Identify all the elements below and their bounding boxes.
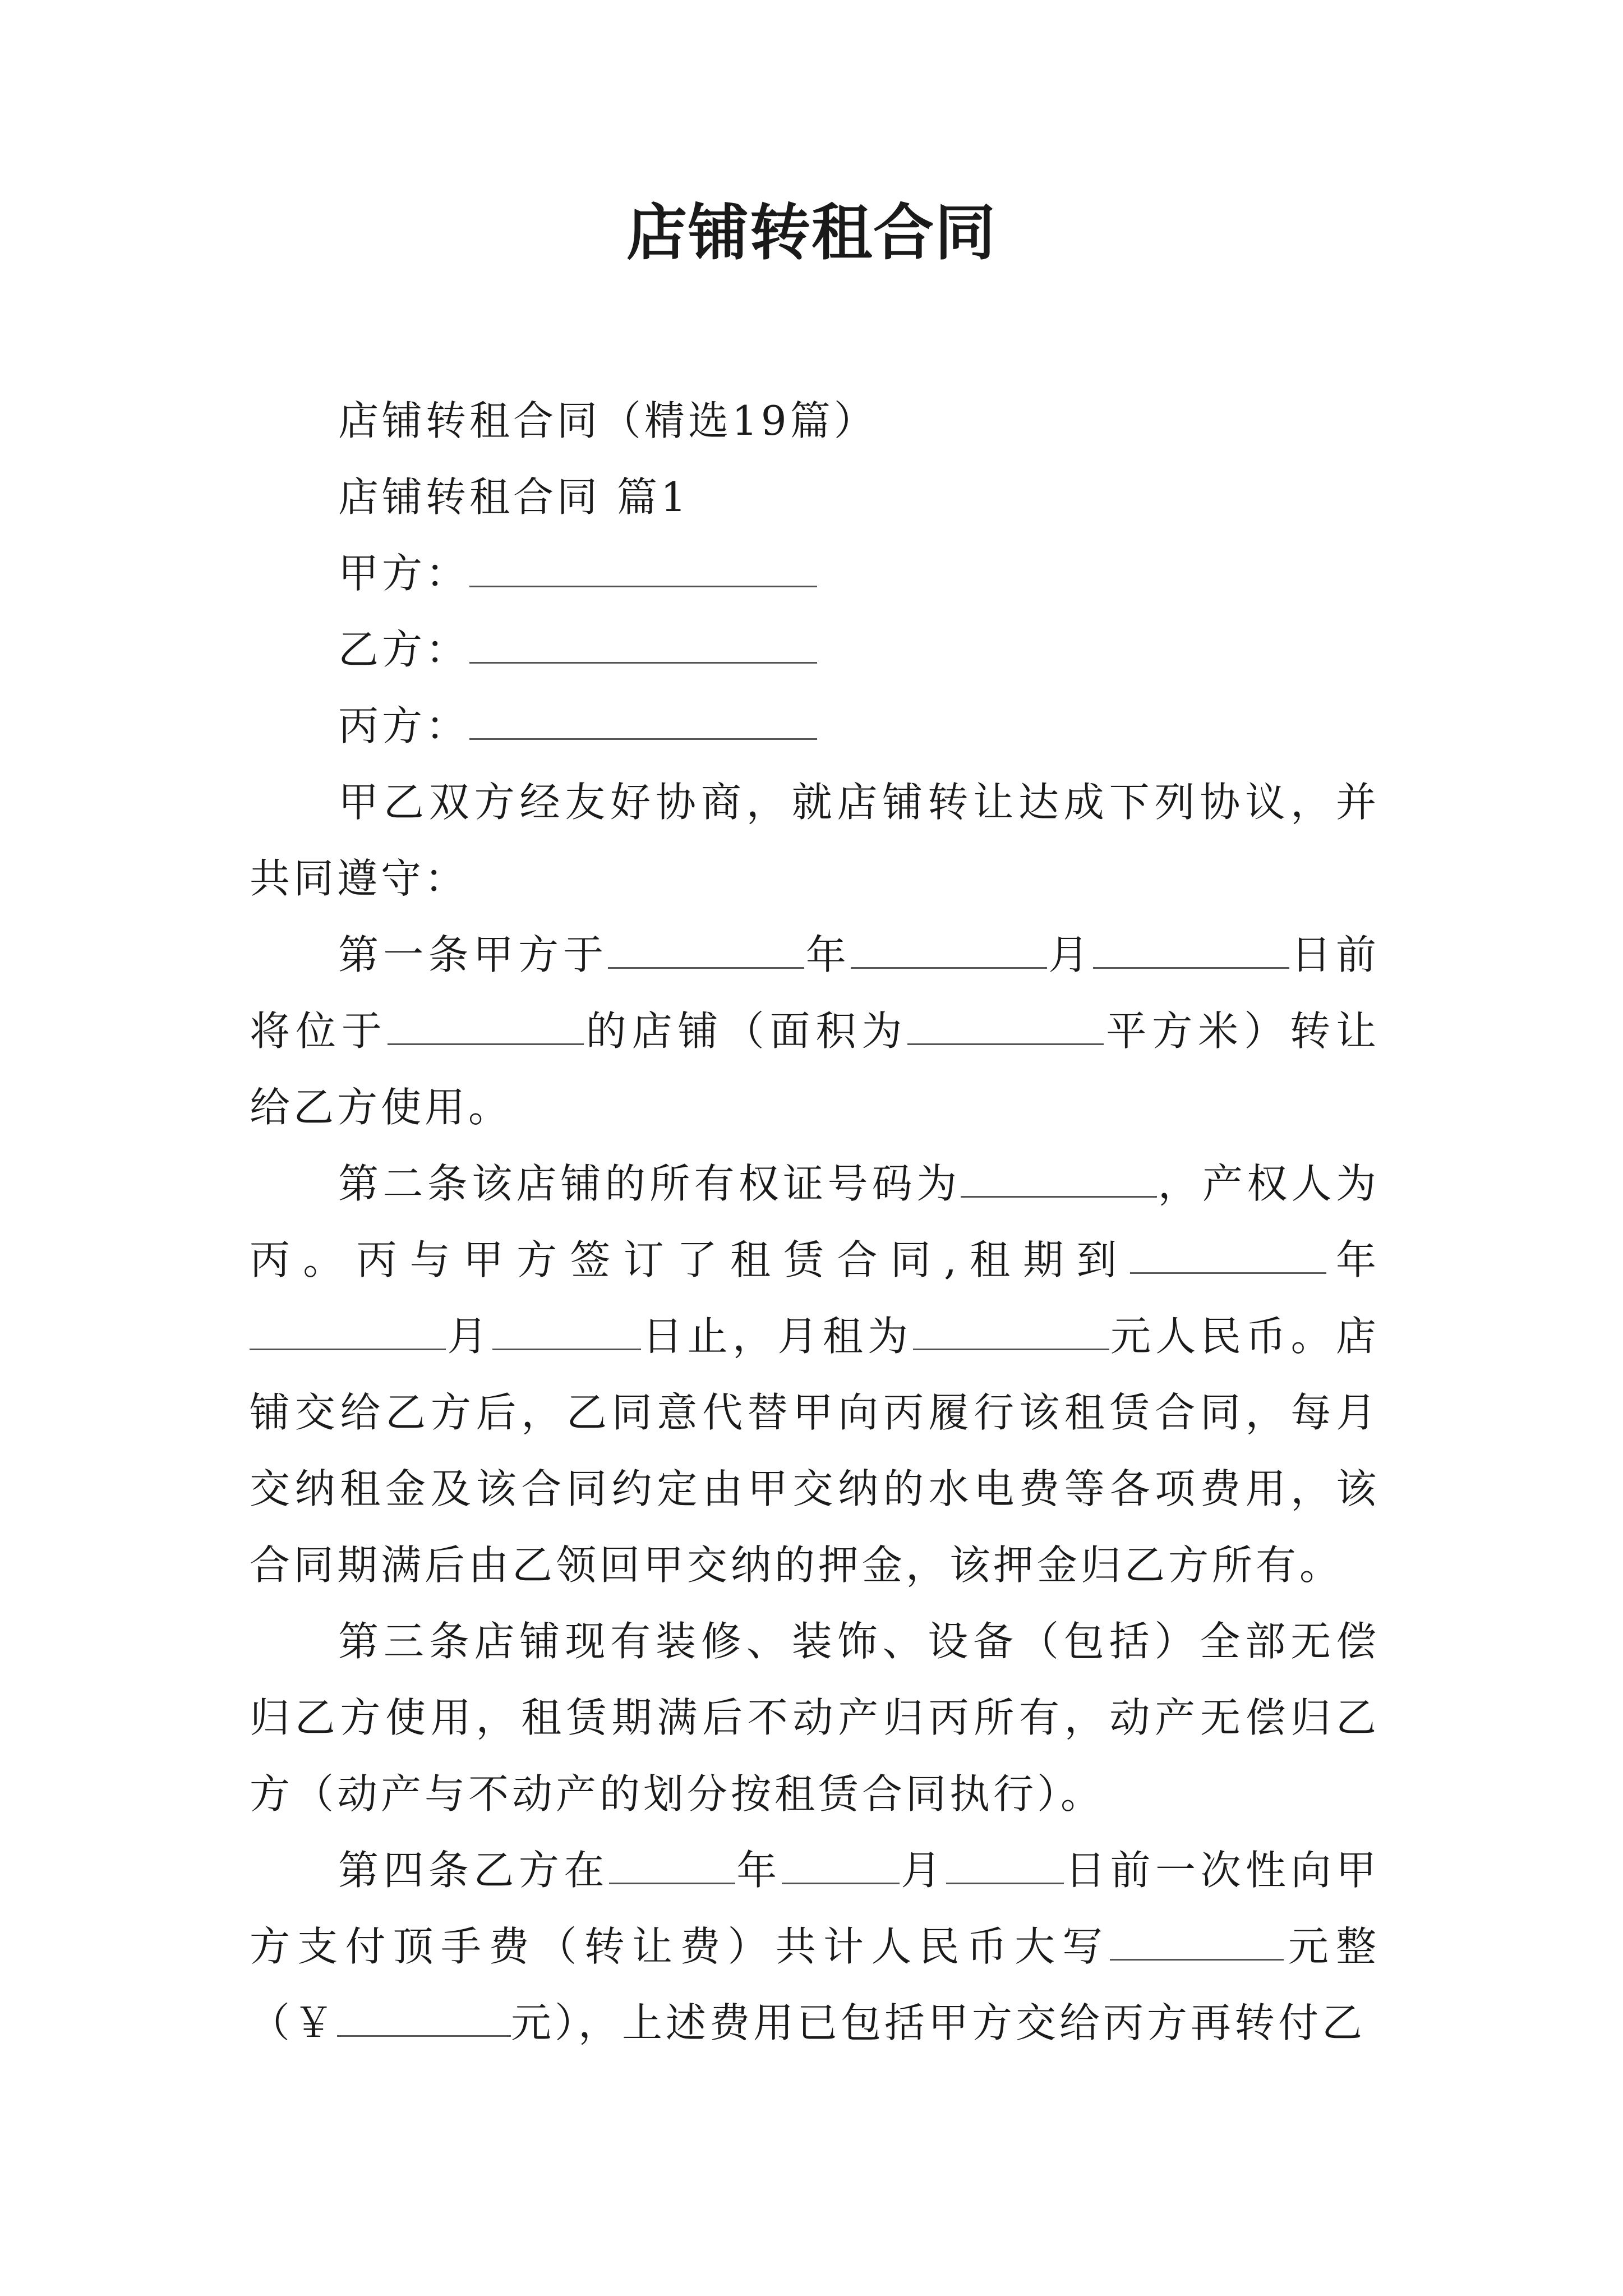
party-b-label: 乙方： bbox=[338, 626, 470, 673]
article-2-text-3: 年 bbox=[1326, 1236, 1380, 1283]
party-c-line bbox=[250, 688, 1380, 764]
article-1-text-2: 年 bbox=[804, 931, 851, 978]
article-4-text-1: 第四条乙方在 bbox=[338, 1847, 609, 1894]
article-2-text-6: 元人民币。店铺交给乙方后，乙同意代替甲向丙履行该租赁合同，每月交纳租金及该合同约定由甲交纳的水电费等各项费用，该合同期满后由乙领回甲交纳的押金，该押金归乙方所有。 bbox=[250, 1313, 1380, 1589]
payment-year-blank bbox=[609, 1844, 735, 1884]
party-a-blank bbox=[469, 547, 817, 587]
party-b-line bbox=[250, 611, 1380, 688]
article-1 bbox=[250, 917, 1380, 1145]
article-2-text-5: 日止，月租为 bbox=[640, 1313, 913, 1360]
article-2-text-4: 月 bbox=[446, 1313, 492, 1360]
article-4-text-3: 月 bbox=[899, 1847, 946, 1894]
month-blank bbox=[851, 929, 1047, 969]
article-2 bbox=[250, 1145, 1380, 1603]
lease-month-blank bbox=[250, 1310, 446, 1350]
monthly-rent-blank bbox=[913, 1310, 1109, 1350]
party-a-line bbox=[250, 535, 1380, 611]
document-body bbox=[250, 383, 1380, 2061]
intro-paragraph: 甲乙双方经友好协商，就店铺转让达成下列协议，并共同遵守： bbox=[250, 779, 1380, 902]
area-blank bbox=[907, 1005, 1104, 1045]
amount-words-blank bbox=[1110, 1921, 1284, 1961]
article-4-text-2: 年 bbox=[735, 1847, 782, 1894]
lease-year-blank bbox=[1130, 1234, 1326, 1274]
party-b-blank bbox=[469, 624, 817, 664]
article-1-text-3: 月 bbox=[1046, 931, 1094, 978]
article-2-text-1: 第二条该店铺的所有权证号码为 bbox=[338, 1160, 961, 1207]
article-1-text-5: 的店铺（面积为 bbox=[583, 1007, 908, 1055]
article-3: 第三条店铺现有装修、装饰、设备（包括）全部无偿归乙方使用，租赁期满后不动产归丙所有，动产无偿归乙方（动产与不动产的划分按租赁合同执行）。 bbox=[250, 1618, 1380, 1818]
day-blank bbox=[1093, 929, 1289, 969]
payment-day-blank bbox=[946, 1844, 1064, 1884]
amount-number-blank bbox=[337, 1997, 511, 2037]
article-2-text-2: ，产权人为丙。丙与甲方签订了租赁合同,租期到 bbox=[250, 1160, 1380, 1283]
section-heading: 店铺转租合同 篇1 bbox=[338, 473, 690, 521]
article-4-text-6: 元），上述费用已包括甲方交给丙方再转付乙 bbox=[511, 1999, 1366, 2046]
article-1-text-4: 日前将位于 bbox=[250, 931, 1380, 1055]
party-c-blank bbox=[469, 700, 817, 740]
lease-day-blank bbox=[492, 1310, 641, 1350]
certificate-number-blank bbox=[961, 1158, 1157, 1198]
document-subtitle: 店铺转租合同（精选19篇） bbox=[338, 397, 878, 444]
article-4-text-5: 元整（￥ bbox=[250, 1923, 1380, 2046]
article-4 bbox=[250, 1832, 1380, 2061]
article-1-text-1: 第一条甲方于 bbox=[338, 931, 608, 978]
document-title: 店铺转租合同 bbox=[626, 197, 997, 268]
party-a-label: 甲方： bbox=[338, 550, 470, 597]
year-blank bbox=[608, 929, 804, 969]
article-4-text-4: 日前一次性向甲方支付顶手费（转让费）共计人民币大写 bbox=[250, 1847, 1380, 1970]
party-c-label: 丙方： bbox=[338, 702, 470, 749]
payment-month-blank bbox=[782, 1844, 900, 1884]
location-blank bbox=[388, 1005, 584, 1045]
article-1-text-6: 平方米）转让给乙方使用。 bbox=[250, 1007, 1380, 1131]
